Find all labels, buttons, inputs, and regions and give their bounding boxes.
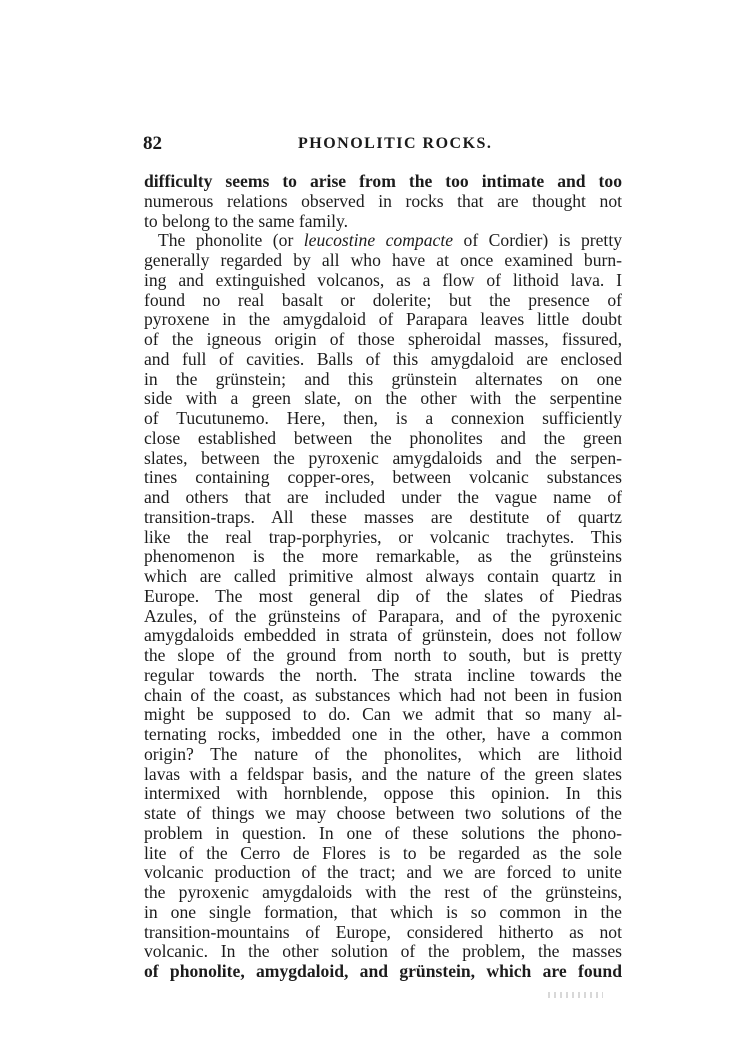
body-text [144, 172, 622, 982]
text-line: side with a green slate, on the other with the serpentine [144, 388, 622, 409]
text-line: to belong to the same family. [144, 210, 349, 231]
italic-term: leucostine compacte [303, 230, 454, 251]
text-line: problem in question. In one of these solutions the phono- [144, 822, 622, 843]
text-segment: The phonolite (or [158, 230, 304, 251]
text-line-paragraph-start [144, 231, 622, 251]
text-line: regular towards the north. The strata incline towards the [144, 664, 622, 685]
text-line: state of things we may choose between two solutions of the [144, 803, 622, 823]
text-line: like the real trap-porphyries, or volcanic trachytes. This [144, 526, 622, 547]
text-line: tines containing copper-ores, between volcanic substances [144, 467, 622, 488]
text-line: numerous relations observed in rocks that are thought not [144, 190, 622, 211]
text-line: in the grünstein; and this grünstein alternates on one [144, 368, 622, 389]
text-line: Azules, of the grünsteins of Parapara, and of the pyroxenic [144, 605, 622, 626]
text-line: of the igneous origin of those spheroidal masses, fissured, [144, 329, 622, 349]
text-line: might be supposed to do. Can we admit that so many al- [144, 704, 622, 725]
text-line: transition-mountains of Europe, considered hitherto as not [144, 921, 622, 942]
text-line: ing and extinguished volcanos, as a flow of lithoid lava. I [144, 269, 622, 290]
page-header [143, 133, 621, 159]
text-line: close established between the phonolites and the green [144, 427, 622, 448]
text-line: origin? The nature of the phonolites, which are lithoid [144, 743, 622, 764]
text-line: which are called primitive almost always contain quartz in [144, 566, 622, 586]
text-line: intermixed with hornblende, oppose this opinion. In this [144, 783, 622, 804]
text-line: phenomenon is the more remarkable, as the grünsteins [144, 546, 622, 567]
print-smudge [548, 992, 603, 998]
text-line: of phonolite, amygdaloid, and grünstein, which are found [144, 961, 622, 981]
text-line: ternating rocks, imbedded one in the other, have a common [144, 724, 622, 744]
running-title: PHONOLITIC ROCKS. [298, 135, 493, 152]
text-line: slates, between the pyroxenic amygdaloids and the serpen- [144, 447, 622, 468]
text-line: and full of cavities. Balls of this amygdaloid are enclosed [144, 348, 622, 369]
text-line: pyroxene in the amygdaloid of Parapara leaves little doubt [144, 309, 622, 330]
text-line: lavas with a feldspar basis, and the nature of the green slates [144, 763, 622, 784]
text-line: transition-traps. All these masses are destitute of quartz [144, 506, 622, 527]
page-number: 82 [143, 133, 162, 154]
text-line: volcanic production of the tract; and we are forced to unite [144, 862, 622, 883]
text-line: and others that are included under the vague name of [144, 487, 622, 507]
text-line: amygdaloids embedded in strata of grünstein, does not follow [144, 625, 622, 646]
text-line: generally regarded by all who have at once examined burn- [144, 250, 622, 270]
text-line: found no real basalt or dolerite; but the presence of [144, 289, 622, 310]
text-line: Europe. The most general dip of the slates of Piedras [144, 585, 622, 606]
text-line: difficulty seems to arise from the too intimate and too [144, 171, 622, 191]
text-segment: of Cordier) is pretty [453, 230, 623, 251]
text-line: chain of the coast, as substances which had not been in fusion [144, 684, 622, 705]
text-line: the slope of the ground from north to south, but is pretty [144, 645, 622, 665]
text-line: in one single formation, that which is so common in the [144, 901, 622, 922]
text-line: the pyroxenic amygdaloids with the rest of the grünsteins, [144, 882, 622, 902]
text-line: lite of the Cerro de Flores is to be regarded as the sole [144, 842, 622, 863]
text-line: volcanic. In the other solution of the problem, the masses [144, 941, 622, 962]
text-line: of Tucutunemo. Here, then, is a connexion sufficiently [144, 408, 622, 428]
